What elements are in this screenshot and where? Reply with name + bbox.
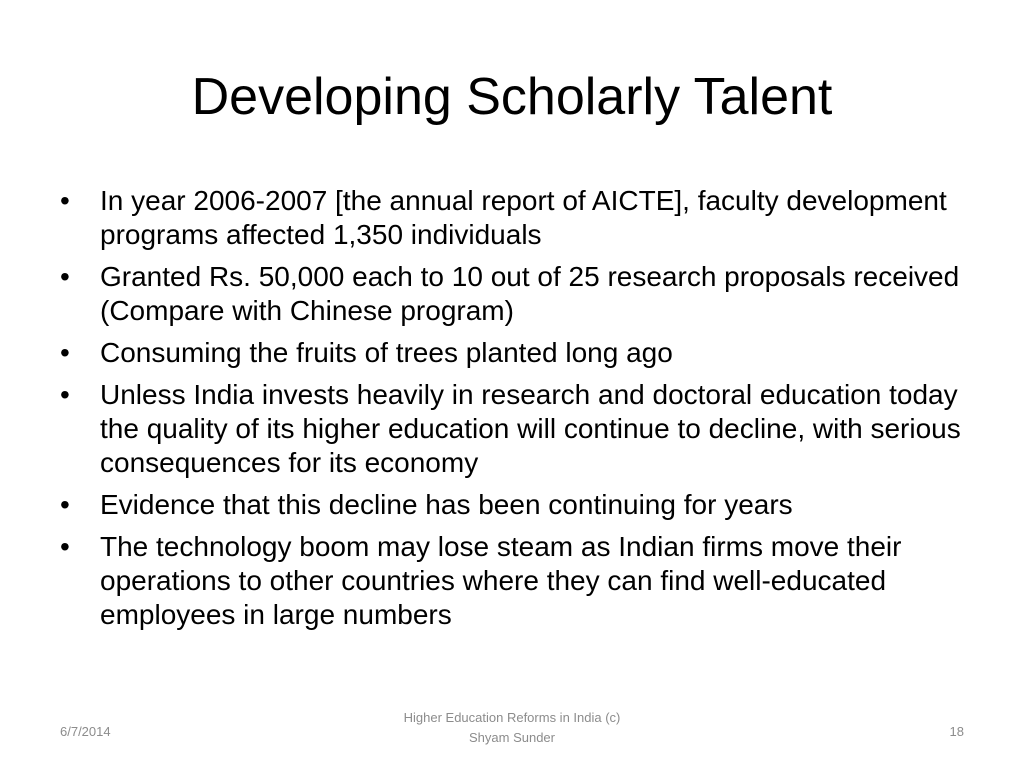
bullet-icon: • (60, 489, 70, 520)
bullet-text: The technology boom may lose steam as Indian firms move their operations to other countries where they can find well-educated employees in large numbers (100, 531, 902, 630)
bullet-item (56, 260, 971, 328)
bullet-item (56, 488, 971, 522)
bullet-text: Consuming the fruits of trees planted long ago (100, 337, 673, 368)
bullet-item (56, 184, 971, 252)
footer-center-text (362, 708, 662, 748)
bullet-icon: • (60, 261, 70, 292)
bullet-text: Evidence that this decline has been continuing for years (100, 489, 793, 520)
footer-author: Shyam Sunder (469, 730, 555, 745)
slide-title: Developing Scholarly Talent (191, 68, 833, 126)
bullet-icon: • (60, 337, 70, 368)
bullet-text: In year 2006-2007 [the annual report of AICTE], faculty development programs affected 1,350 individuals (100, 185, 947, 250)
bullet-item (56, 336, 971, 370)
bullet-item (56, 378, 971, 480)
bullet-text: Unless India invests heavily in research and doctoral education today the quality of its higher education will continue to decline, with serious consequences for its economy (100, 379, 961, 478)
bullet-icon: • (60, 531, 70, 562)
bullet-icon: • (60, 185, 70, 216)
footer-date: 6/7/2014 (60, 724, 111, 739)
slide-number: 18 (949, 724, 964, 739)
bullet-icon: • (60, 379, 70, 410)
bullet-text: Granted Rs. 50,000 each to 10 out of 25 research proposals received (Compare with Chinese program) (100, 261, 960, 326)
bullet-list (56, 184, 971, 640)
bullet-item (56, 530, 971, 632)
footer-title: Higher Education Reforms in India (c) (403, 710, 621, 725)
